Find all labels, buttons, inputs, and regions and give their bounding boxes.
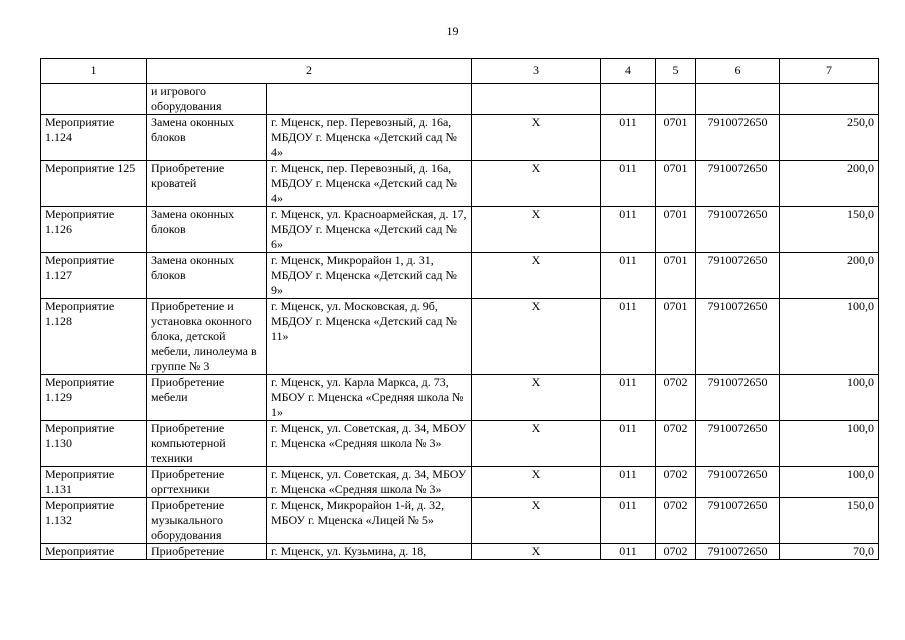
section-cell: 0701 bbox=[656, 161, 696, 207]
address-cell: г. Мценск, ул. Московская, д. 9б, МБДОУ г. Мценска «Детский сад № 11» bbox=[267, 299, 472, 375]
address-cell: г. Мценск, ул. Карла Маркса, д. 73, МБОУ г. Мценска «Средняя школа № 1» bbox=[267, 375, 472, 421]
table-row bbox=[41, 375, 879, 421]
budget-table bbox=[40, 58, 879, 560]
address-cell: г. Мценск, Микрорайон 1-й, д. 32, МБОУ г. Мценска «Лицей № 5» bbox=[267, 498, 472, 544]
mark-cell: X bbox=[472, 253, 601, 299]
activity-cell: Приобретение оргтехники bbox=[147, 467, 267, 498]
measure-cell: Мероприятие 1.132 bbox=[41, 498, 147, 544]
measure-cell: Мероприятие 1.128 bbox=[41, 299, 147, 375]
table-cell bbox=[601, 84, 656, 115]
activity-cell: Приобретение bbox=[147, 544, 267, 560]
section-cell: 0702 bbox=[656, 467, 696, 498]
measure-cell: Мероприятие bbox=[41, 544, 147, 560]
target-cell: 7910072650 bbox=[696, 161, 780, 207]
mark-cell: X bbox=[472, 207, 601, 253]
amount-cell: 150,0 bbox=[780, 498, 879, 544]
section-cell: 0701 bbox=[656, 207, 696, 253]
table-row bbox=[41, 299, 879, 375]
section-cell: 0702 bbox=[656, 498, 696, 544]
code-cell: 011 bbox=[601, 498, 656, 544]
header-col-7: 7 bbox=[780, 59, 879, 84]
address-cell: г. Мценск, пер. Перевозный, д. 16а, МБДОУ г. Мценска «Детский сад № 4» bbox=[267, 115, 472, 161]
section-cell: 0701 bbox=[656, 253, 696, 299]
measure-cell: Мероприятие 1.127 bbox=[41, 253, 147, 299]
code-cell: 011 bbox=[601, 421, 656, 467]
target-cell: 7910072650 bbox=[696, 299, 780, 375]
code-cell: 011 bbox=[601, 115, 656, 161]
table-cell bbox=[696, 84, 780, 115]
activity-cell: Приобретение кроватей bbox=[147, 161, 267, 207]
section-cell: 0701 bbox=[656, 115, 696, 161]
table-row bbox=[41, 467, 879, 498]
address-cell: г. Мценск, пер. Перевозный, д. 16а, МБДОУ г. Мценска «Детский сад № 4» bbox=[267, 161, 472, 207]
activity-cell: Замена оконных блоков bbox=[147, 115, 267, 161]
table-cell: и игрового оборудования bbox=[147, 84, 267, 115]
code-cell: 011 bbox=[601, 544, 656, 560]
amount-cell: 70,0 bbox=[780, 544, 879, 560]
section-cell: 0702 bbox=[656, 544, 696, 560]
target-cell: 7910072650 bbox=[696, 498, 780, 544]
header-col-1: 1 bbox=[41, 59, 147, 84]
activity-cell: Замена оконных блоков bbox=[147, 253, 267, 299]
code-cell: 011 bbox=[601, 253, 656, 299]
amount-cell: 200,0 bbox=[780, 161, 879, 207]
table-cell bbox=[656, 84, 696, 115]
measure-cell: Мероприятие 125 bbox=[41, 161, 147, 207]
continuation-row bbox=[41, 84, 879, 115]
amount-cell: 200,0 bbox=[780, 253, 879, 299]
measure-cell: Мероприятие 1.131 bbox=[41, 467, 147, 498]
target-cell: 7910072650 bbox=[696, 421, 780, 467]
table-row bbox=[41, 161, 879, 207]
table-row bbox=[41, 207, 879, 253]
header-col-6: 6 bbox=[696, 59, 780, 84]
measure-cell: Мероприятие 1.129 bbox=[41, 375, 147, 421]
activity-cell: Замена оконных блоков bbox=[147, 207, 267, 253]
target-cell: 7910072650 bbox=[696, 253, 780, 299]
table-cell bbox=[267, 84, 472, 115]
table-cell bbox=[472, 84, 601, 115]
activity-cell: Приобретение музыкального оборудования bbox=[147, 498, 267, 544]
target-cell: 7910072650 bbox=[696, 115, 780, 161]
table-row bbox=[41, 544, 879, 560]
amount-cell: 100,0 bbox=[780, 375, 879, 421]
address-cell: г. Мценск, Микрорайон 1, д. 31, МБДОУ г. Мценска «Детский сад № 9» bbox=[267, 253, 472, 299]
section-cell: 0701 bbox=[656, 299, 696, 375]
header-col-3: 3 bbox=[472, 59, 601, 84]
mark-cell: X bbox=[472, 299, 601, 375]
activity-cell: Приобретение компьютерной техники bbox=[147, 421, 267, 467]
mark-cell: X bbox=[472, 375, 601, 421]
address-cell: г. Мценск, ул. Советская, д. 34, МБОУ г. Мценска «Средняя школа № 3» bbox=[267, 467, 472, 498]
target-cell: 7910072650 bbox=[696, 544, 780, 560]
table-cell bbox=[41, 84, 147, 115]
activity-cell: Приобретение мебели bbox=[147, 375, 267, 421]
target-cell: 7910072650 bbox=[696, 375, 780, 421]
amount-cell: 100,0 bbox=[780, 299, 879, 375]
measure-cell: Мероприятие 1.130 bbox=[41, 421, 147, 467]
mark-cell: X bbox=[472, 467, 601, 498]
code-cell: 011 bbox=[601, 161, 656, 207]
target-cell: 7910072650 bbox=[696, 467, 780, 498]
table-row bbox=[41, 421, 879, 467]
table-row bbox=[41, 115, 879, 161]
mark-cell: X bbox=[472, 421, 601, 467]
address-cell: г. Мценск, ул. Красноармейская, д. 17, МБДОУ г. Мценска «Детский сад № 6» bbox=[267, 207, 472, 253]
code-cell: 011 bbox=[601, 207, 656, 253]
code-cell: 011 bbox=[601, 467, 656, 498]
mark-cell: X bbox=[472, 161, 601, 207]
code-cell: 011 bbox=[601, 375, 656, 421]
header-col-4: 4 bbox=[601, 59, 656, 84]
address-cell: г. Мценск, ул. Советская, д. 34, МБОУ г. Мценска «Средняя школа № 3» bbox=[267, 421, 472, 467]
mark-cell: X bbox=[472, 544, 601, 560]
measure-cell: Мероприятие 1.124 bbox=[41, 115, 147, 161]
target-cell: 7910072650 bbox=[696, 207, 780, 253]
header-col-2: 2 bbox=[147, 59, 472, 84]
header-col-5: 5 bbox=[656, 59, 696, 84]
mark-cell: X bbox=[472, 498, 601, 544]
activity-cell: Приобретение и установка оконного блока, детской мебели, линолеума в группе № 3 bbox=[147, 299, 267, 375]
measure-cell: Мероприятие 1.126 bbox=[41, 207, 147, 253]
amount-cell: 250,0 bbox=[780, 115, 879, 161]
table-row bbox=[41, 253, 879, 299]
mark-cell: X bbox=[472, 115, 601, 161]
amount-cell: 100,0 bbox=[780, 421, 879, 467]
section-cell: 0702 bbox=[656, 375, 696, 421]
table-row bbox=[41, 498, 879, 544]
table-cell bbox=[780, 84, 879, 115]
header-row bbox=[41, 59, 879, 84]
section-cell: 0702 bbox=[656, 421, 696, 467]
amount-cell: 100,0 bbox=[780, 467, 879, 498]
code-cell: 011 bbox=[601, 299, 656, 375]
amount-cell: 150,0 bbox=[780, 207, 879, 253]
address-cell: г. Мценск, ул. Кузьмина, д. 18, bbox=[267, 544, 472, 560]
page-number: 19 bbox=[446, 24, 459, 38]
